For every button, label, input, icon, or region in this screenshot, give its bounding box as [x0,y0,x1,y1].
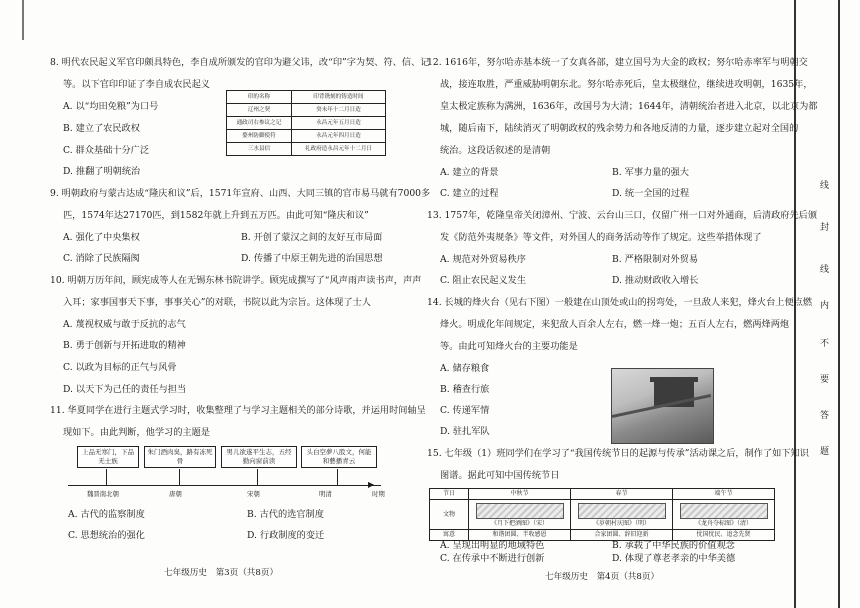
timeline-connector [337,469,338,485]
scan-edge-mark [22,0,24,40]
beacon-tower-photo [611,368,714,444]
q12-option-a[interactable]: A. 建立的背景 [440,167,499,178]
page-footer-right: 七年级历史 第4页（共8页） [545,572,660,582]
q12-line-3: 皇太极定族称为满洲，1636年，改国号为大清；1644年，清朝统治者进入北京，以北京为都 [440,101,818,112]
seal-cell: 婺州防御使符 [227,130,292,143]
timeline-connector [106,469,107,485]
q12-option-d[interactable]: D. 统一全国的过程 [612,188,690,199]
q11-option-c[interactable]: C. 思想统治的强化 [68,530,145,541]
q10-option-b[interactable]: B. 勇于创新与开拓进取的精神 [63,340,186,351]
q9-stem-1: 9. 明朝政府与蒙古达成“隆庆和议”后，1571年宣府、山西、大同三镇的官市易马就有7000多 [50,188,431,199]
margin-char: 封 [818,222,828,231]
q9-option-a[interactable]: A. 强化了中央集权 [63,232,140,243]
q12-line-2: 战，接连取胜，严重威胁明朝东北。努尔哈赤死后，皇太极继位，继续进攻明朝，1635年， [440,79,813,90]
painting-caption: 《月下把酒图》（宋） [490,520,548,527]
timeline-box-4: 头白空夢八股文，何能和藝播青云 [301,446,377,468]
margin-char: 题 [818,446,828,455]
q11-option-b[interactable]: B. 古代的选官制度 [247,509,324,520]
seal-header-name: 印的名称 [227,91,292,104]
painting-image [578,503,666,519]
seal-cell: 礼政府造永昌元年十二月日 [291,143,385,156]
q14-option-b[interactable]: B. 稽查行旅 [440,384,490,395]
painting-caption: 《龙舟夺标图》（清） [694,520,752,527]
q10-stem-1: 10. 明朝万历年间，顾宪成等人在无锡东林书院讲学。顾宪成撰写了“风声雨声读书声，声声 [50,275,422,286]
q12-line-4: 城，随后南下，陆续消灭了明朝政权的残余势力和各地反清的力量，逐步建立起对全国的 [440,123,799,134]
meaning-cell: 忧国忧民、追念先贤 [673,530,775,541]
festival-table [429,488,775,541]
seal-table [226,90,386,156]
q12-option-c[interactable]: C. 建立的过程 [440,188,499,199]
festival-header: 端午节 [673,489,775,500]
q9-stem-2: 匹，1574年达27170匹，到1582年就上升到五万匹。由此可知“隆庆和议” [63,210,369,221]
q8-option-c[interactable]: C. 群众基础十分广泛 [63,145,150,156]
painting-image [680,503,768,519]
seal-header-time: 印背镌刻的铸造时间 [291,91,385,104]
q14-stem-1: 14. 长城的烽火台（见右下图）一般建在山顶处或山的拐弯处，一旦敌人来犯，烽火台上便点燃 [427,297,813,308]
q10-option-a[interactable]: A. 蔑视权威与敢于反抗的志气 [63,319,186,330]
q13-stem-1: 13. 1757年，乾隆皇帝关闭漳州、宁波、云台山三口，仅留广州一口对外通商，后清政府先后颁 [427,210,818,221]
q11-option-a[interactable]: A. 古代的监察制度 [68,509,145,520]
q13-stem-2: 发《防范外夷规条》等文件，对外国人的商务活动等作了规定。这些举措体现了 [440,232,762,243]
margin-char: 要 [818,374,828,383]
q15-stem-2: 图谱。据此可知中国传统节日 [440,470,560,481]
q9-option-c[interactable]: C. 消除了民族隔阂 [63,253,140,264]
axis-label-song: 宋朝 [247,490,260,498]
meaning-cell: 合家团圆、辞旧迎新 [571,530,673,541]
q8-option-a[interactable]: A. 以“均田免粮”为口号 [63,101,159,112]
painting-caption: 《岁朝村庆图》（明） [592,520,650,527]
margin-char: 答 [818,410,828,419]
q10-option-c[interactable]: C. 以政为目标的正气与风骨 [63,362,177,373]
margin-char: 线 [818,180,828,189]
seal-cell: 通政司右参议之记 [227,117,292,130]
q15-stem-1: 15. 七年级（1）班同学们在学习了“我国传统节日的起源与传承”活动课之后，制作了如下知识 [427,448,809,459]
q11-stem-1: 11. 华夏同学在进行主题式学习时，收集整理了与学习主题相关的部分诗歌，并运用时间轴呈 [50,405,426,416]
q13-option-b[interactable]: B. 严格限制对外贸易 [612,254,699,265]
q15-option-d[interactable]: D. 体现了尊老孝亲的中华美德 [612,553,736,564]
seal-cell: 永昌元年四月日造 [291,130,385,143]
painting-image [476,503,564,519]
q9-option-b[interactable]: B. 开创了蒙汉之间的友好互市局面 [241,232,383,243]
axis-arrow-icon: ▶ [368,480,375,489]
timeline-axis [68,485,381,486]
q11-option-d[interactable]: D. 行政制度的变迁 [247,530,325,541]
q9-option-d[interactable]: D. 传播了中原王朝先进的治国思想 [241,253,383,264]
seal-cell: 永昌元年五月日造 [291,117,385,130]
artifact-label: 文物 [430,500,469,530]
q15-option-c[interactable]: C. 在传承中不断进行创新 [440,553,545,564]
timeline-connector [257,469,258,485]
seal-cell: 三水县信 [227,143,292,156]
page-footer-left: 七年级历史 第3页（共8页） [164,568,279,578]
q14-option-a[interactable]: A. 储存粮食 [440,363,490,374]
timeline-connector [179,469,180,485]
q14-option-d[interactable]: D. 驻扎军队 [440,426,490,437]
q10-stem-2: 入耳；家事国事天下事，事事关心”的对联，书院以此为宗旨。这体现了士人 [63,297,371,308]
q13-option-d[interactable]: D. 推动财政收入增长 [612,275,699,286]
q11-stem-2: 现如下。由此判断，他学习的主题是 [63,427,210,438]
margin-char: 内 [818,300,828,309]
seal-cell: 辽州之契 [227,104,292,117]
meaning-label: 寓意 [430,530,469,541]
axis-label-tang: 唐朝 [169,490,182,498]
timeline-box-3: 男儿欲遂平生志，五经勤向窗前读 [221,446,297,468]
q12-option-b[interactable]: B. 军事力量的强大 [612,167,689,178]
q12-line-1: 12. 1616年，努尔哈赤基本统一了女真各部，建立国号为大金的政权；努尔哈赤率军与明朝交 [427,57,808,68]
q14-option-c[interactable]: C. 传递军情 [440,405,490,416]
q15-option-a[interactable]: A. 呈现出明显的地域特色 [440,540,545,551]
timeline-box-2: 朱门酒肉臭，路有冻死骨 [144,446,216,468]
q8-stem-1: 8. 明代农民起义军官印颇具特色，李自成所颁发的官印为避父讳，改“印”字为契、符、信、记 [50,57,430,68]
axis-label-ming-qing: 明清 [319,490,332,498]
q13-option-c[interactable]: C. 阻止农民起义发生 [440,275,527,286]
seal-cell: 癸未年十二月日造 [291,104,385,117]
festival-header: 中秋节 [469,489,571,500]
timeline-box-1: 上品无寒门，下品无士族 [77,446,139,468]
festival-header: 节日 [430,489,469,500]
q12-line-5: 统治。这段话叙述的是清朝 [440,145,551,156]
q14-stem-3: 等。由此可知烽火台的主要功能是 [440,341,578,352]
axis-label-period: 时期 [372,490,385,498]
festival-header: 春节 [571,489,673,500]
q10-option-d[interactable]: D. 以天下为己任的责任与担当 [63,384,187,395]
binding-line-right [838,0,840,608]
q8-option-d[interactable]: D. 推翻了明朝统治 [63,166,141,177]
q8-stem-2: 等。以下官印印证了李自成农民起义 [63,79,210,90]
axis-label-wei-jin: 魏晋南北朝 [87,490,119,498]
margin-char: 不 [818,338,828,347]
meaning-cell: 和谐团圆、半收感恩 [469,530,571,541]
q8-option-b[interactable]: B. 建立了农民政权 [63,123,140,134]
q15-option-b[interactable]: B. 承载了中华民族的价值观念 [612,540,735,551]
margin-char: 线 [818,264,828,273]
q14-stem-2: 烽火。明成化年间规定，来犯敌人百余人左右，燃一烽一炮；五百人左右，燃两烽两炮 [440,319,790,330]
q13-option-a[interactable]: A. 规范对外贸易秩序 [440,254,526,265]
